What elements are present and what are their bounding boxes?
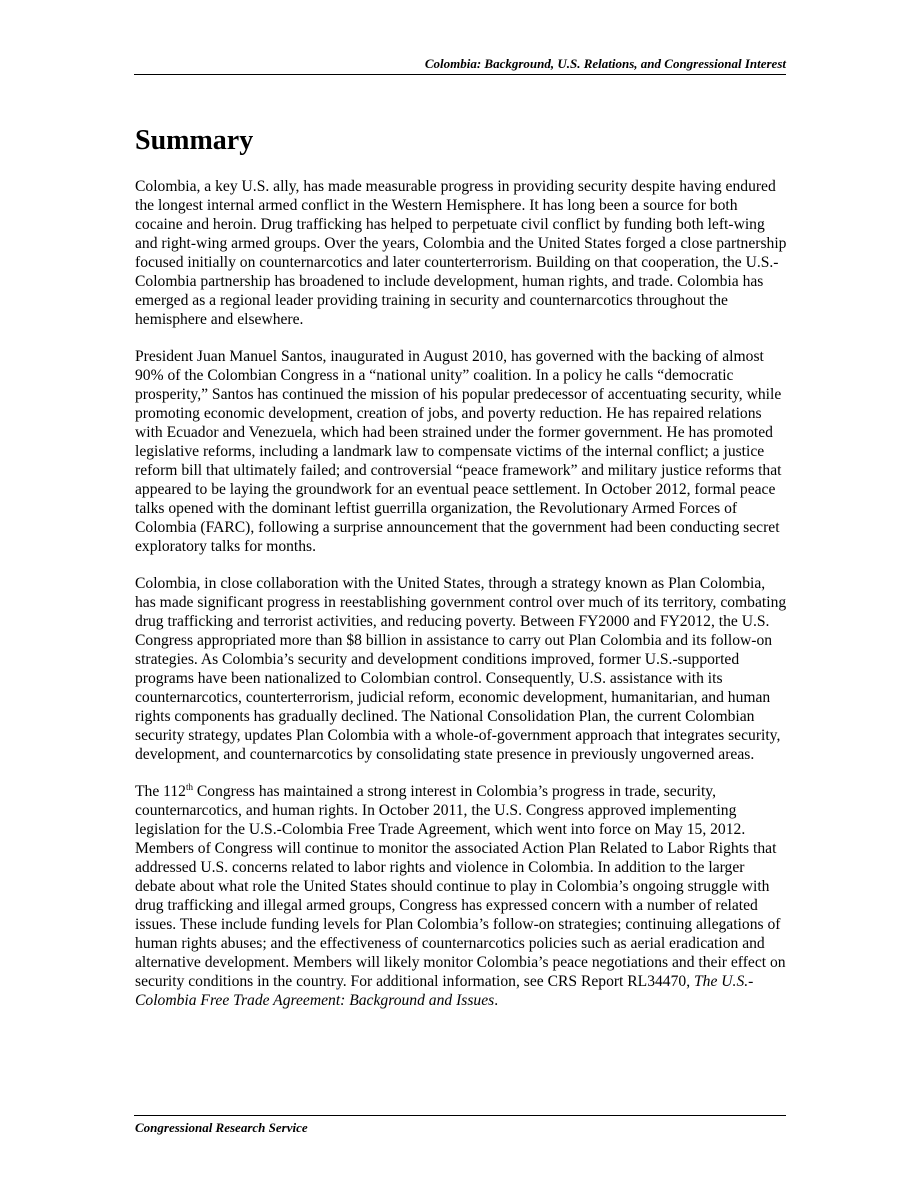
- footer-divider: [134, 1115, 786, 1116]
- running-header: Colombia: Background, U.S. Relations, and Congressional Interest: [424, 56, 786, 71]
- paragraph-4-lead: The 112: [135, 783, 186, 800]
- page-title: Summary: [135, 125, 254, 156]
- paragraph-4-end: .: [494, 992, 499, 1009]
- paragraph-4: [135, 782, 787, 1010]
- header-divider: [134, 74, 786, 75]
- summary-body: [135, 177, 787, 1028]
- running-footer: Congressional Research Service: [135, 1120, 308, 1135]
- paragraph-2: President Juan Manuel Santos, inaugurated in August 2010, has governed with the backing of almost 90% of the Colombian Congress in a “national unity” coalition. In a policy he calls “democratic prosperity,” Santos has continued the mission of his popular predecessor of accentuating security, while promoting economic development, creation of jobs, and poverty reduction. He has repaired relations with Ecuador and Venezuela, which had been strained under the former government. He has promoted legislative reforms, including a landmark law to compensate victims of the internal conflict; a justice reform bill that ultimately failed; and controversial “peace framework” and military justice reforms that appeared to be laying the groundwork for an eventual peace settlement. In October 2012, formal peace talks opened with the dominant leftist guerrilla organization, the Revolutionary Armed Forces of Colombia (FARC), following a surprise announcement that the government had been conducting secret exploratory talks for months.: [135, 348, 782, 555]
- paragraph-1: Colombia, a key U.S. ally, has made measurable progress in providing security despite having endured the longest internal armed conflict in the Western Hemisphere. It has long been a source for both cocaine and heroin. Drug trafficking has helped to perpetuate civil conflict by funding both left-wing and right-wing armed groups. Over the years, Colombia and the United States forged a close partnership focused initially on counternarcotics and later counterterrorism. Building on that cooperation, the U.S.-Colombia partnership has broadened to include development, human rights, and trade. Colombia has emerged as a regional leader providing training in security and counternarcotics throughout the hemisphere and elsewhere.: [135, 178, 787, 328]
- paragraph-4-main: Congress has maintained a strong interest in Colombia’s progress in trade, security, counternarcotics, and human rights. In October 2011, the U.S. Congress approved implementing legislation for the U.S.-Colombia Free Trade Agreement, which went into force on May 15, 2012. Members of Congress will continue to monitor the associated Action Plan Related to Labor Rights that addressed U.S. concerns related to labor rights and violence in Colombia. In addition to the larger debate about what role the United States should continue to play in Colombia’s ongoing struggle with drug trafficking and illegal armed groups, Congress has expressed concern with a number of related issues. These include funding levels for Plan Colombia’s follow-on strategies; continuing allegations of human rights abuses; and the effectiveness of counternarcotics policies such as aerial eradication and alternative development. Members will likely monitor Colombia’s peace negotiations and their effect on security conditions in the country. For additional information, see CRS Report RL34470,: [135, 783, 786, 990]
- paragraph-3: Colombia, in close collaboration with the United States, through a strategy known as Plan Colombia, has made significant progress in reestablishing government control over much of its territory, combating drug trafficking and terrorist activities, and reducing poverty. Between FY2000 and FY2012, the U.S. Congress appropriated more than $8 billion in assistance to carry out Plan Colombia and its follow-on strategies. As Colombia’s security and development conditions improved, former U.S.-supported programs have been nationalized to Colombian control. Consequently, U.S. assistance with its counternarcotics, counterterrorism, judicial reform, economic development, humanitarian, and human rights components has gradually declined. The National Consolidation Plan, the current Colombian security strategy, updates Plan Colombia with a whole-of-government approach that integrates security, development, and counternarcotics by consolidating state presence in previously ungoverned areas.: [135, 575, 787, 763]
- ordinal-suffix: th: [185, 782, 193, 792]
- report-title: The U.S.-Colombia Free Trade Agreement: Background and Issues: [135, 973, 754, 1009]
